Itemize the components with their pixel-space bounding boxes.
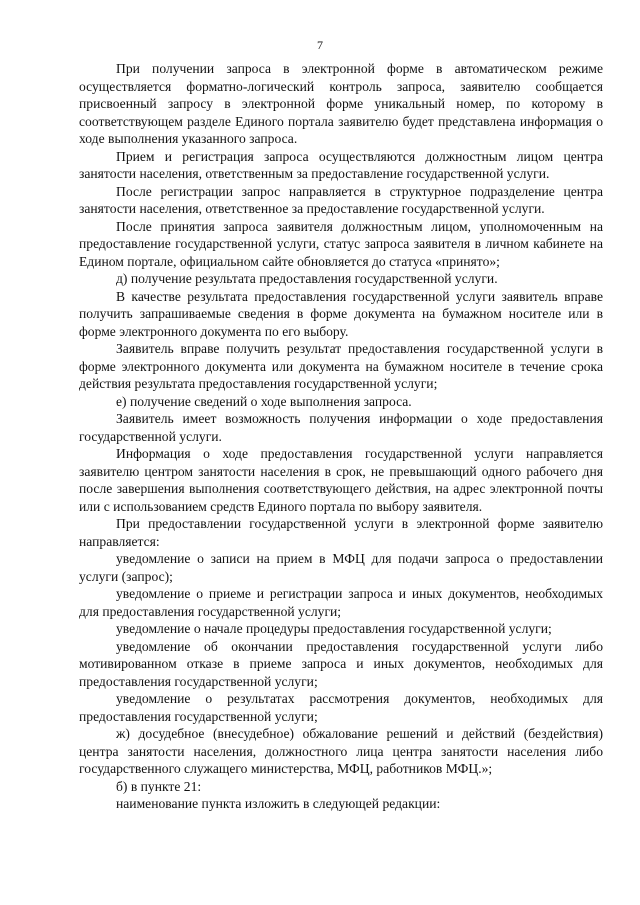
paragraph: б) в пункте 21: bbox=[116, 778, 202, 794]
paragraph: Заявитель имеет возможность получения информации о ходе предоставления государственной услуги. bbox=[79, 411, 603, 444]
paragraph: д) получение результата предоставления государственной услуги. bbox=[116, 271, 498, 286]
document-body bbox=[79, 60, 603, 813]
paragraph: уведомление о результатах рассмотрения документов, необходимых для предоставления государственной услуги; bbox=[79, 691, 603, 724]
paragraph: При получении запроса в электронной форме в автоматическом режиме осуществляется форматно-логический контроль запроса, заявителю сообщается присвоенный запросу в электронной форме уникальный номер, по которому в соответствующем разделе Единого портала заявителю будет представлена информация о ходе выполнения указанного запроса. bbox=[79, 61, 603, 146]
paragraph: После принятия запроса заявителя должностным лицом, уполномоченным на предоставление государственной услуги, статус запроса заявителя в личном кабинете на Едином портале, официальном сайте обновляется до статуса «принято»; bbox=[79, 218, 603, 269]
paragraph: Заявитель вправе получить результат предоставления государственной услуги в форме электронного документа или документа на бумажном носителе в течение срока действия результата предоставления государственной услуги; bbox=[79, 341, 603, 391]
paragraph: При предоставлении государственной услуги в электронной форме заявителю направляется: bbox=[79, 516, 603, 549]
paragraph: ж) досудебное (внесудебное) обжалование решений и действий (бездействия) центра занятости населения, должностного лица центра занятости населения либо государственного служащего министерства, МФЦ, работников МФЦ.»; bbox=[79, 726, 603, 776]
page-number: 7 bbox=[317, 38, 323, 52]
paragraph: В качестве результата предоставления государственной услуги заявитель вправе получить запрашиваемые сведения в форме документа на бумажном носителе или в форме электронного документа по его выбору. bbox=[79, 288, 603, 339]
paragraph: уведомление о приеме и регистрации запроса и иных документов, необходимых для предоставления государственной услуги; bbox=[79, 586, 603, 619]
paragraph: наименование пункта изложить в следующей редакции: bbox=[116, 796, 441, 811]
paragraph: уведомление о начале процедуры предоставления государственной услуги; bbox=[116, 621, 552, 636]
paragraph: Информация о ходе предоставления государственной услуги направляется заявителю центром занятости населения в срок, не превышающий одного рабочего дня после завершения выполнения соответствующего действия, на адрес электронной почты или с использованием средств Единого портала по выбору заявителя. bbox=[79, 446, 603, 514]
paragraph: уведомление об окончании предоставления государственной услуги либо мотивированном отказе в приеме запроса и иных документов, необходимых для предоставления государственной услуги; bbox=[79, 638, 603, 689]
paragraph: Прием и регистрация запроса осуществляются должностным лицом центра занятости населения, ответственным за предоставление государственной услуги. bbox=[79, 148, 603, 181]
paragraph: е) получение сведений о ходе выполнения запроса. bbox=[116, 393, 412, 409]
paragraph: уведомление о записи на прием в МФЦ для подачи запроса о предоставлении услуги (запрос); bbox=[79, 551, 603, 584]
paragraph: После регистрации запрос направляется в структурное подразделение центра занятости населения, ответственное за предоставление государственной услуги. bbox=[79, 183, 603, 216]
